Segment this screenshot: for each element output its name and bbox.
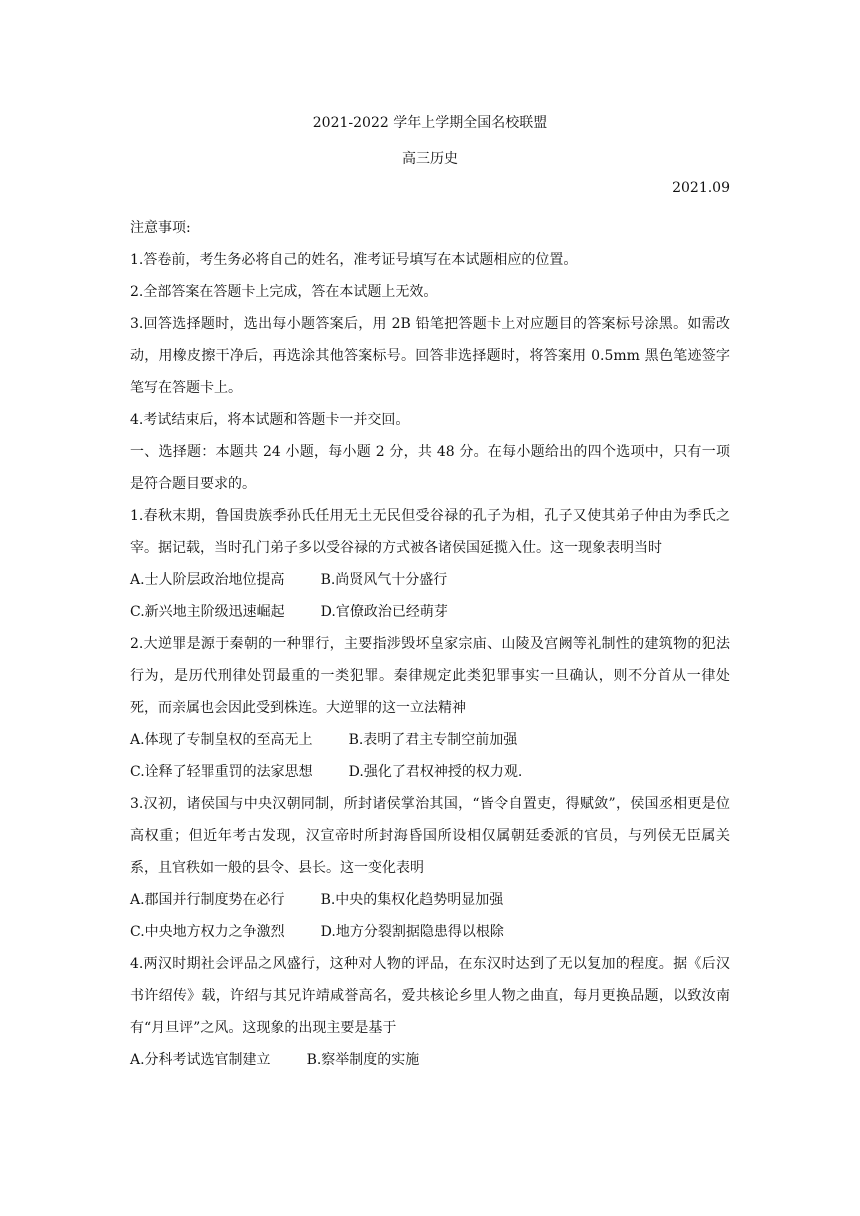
question-stem: 4.两汉时期社会评品之风盛行，这种对人物的评品，在东汉时达到了无以复加的程度。据《后汉书许绍传》载，许绍与其兄许靖咸誉高名，爱共核论乡里人物之曲直，每月更换品题，以致汝南有“月旦评”之风。这现象的出现主要是基于 [130,956,730,1036]
option-a: A.郡国并行制度势在必行 [130,892,285,908]
option-c: C.诠释了轻罪重罚的法家思想 [130,764,313,780]
option-d: D.强化了君权神授的权力观. [348,764,523,780]
option-d: D.地方分裂割据隐患得以根除 [320,924,504,940]
exam-date: 2021.09 [672,180,730,196]
option-a: A.士人阶层政治地位提高 [130,572,285,588]
option-a: A.分科考试选官制建立 [130,1052,271,1068]
notice-item: 4.考试结束后，将本试题和答题卡一并交回。 [130,412,410,428]
subject-title: 高三历史 [402,151,458,167]
option-row [130,916,730,948]
option-a: A.体现了专制皇权的至高无上 [130,732,313,748]
option-row [130,756,730,788]
option-row [130,596,730,628]
notice-item: 2.全部答案在答题卡上完成，答在本试题上无效。 [130,284,438,300]
option-row [130,564,730,596]
option-b: B.中央的集权化趋势明显加强 [320,892,504,908]
option-b: B.尚贤风气十分盛行 [320,572,448,588]
option-b: B.察举制度的实施 [306,1052,420,1068]
option-row [130,884,730,916]
option-c: C.新兴地主阶级迅速崛起 [130,604,285,620]
option-d: D.官僚政治已经萌芽 [320,604,448,620]
exam-body [130,212,730,1076]
option-row [130,1044,730,1076]
question-stem: 2.大逆罪是源于秦朝的一种罪行，主要指涉毁坏皇家宗庙、山陵及宫阙等礼制性的建筑物的犯法行为，是历代刑律处罚最重的一类犯罪。秦律规定此类犯罪事实一旦确认，则不分首从一律处死，而亲属也会因此受到株连。大逆罪的这一立法精神 [130,636,730,716]
option-row [130,724,730,756]
question-stem: 3.汉初，诸侯国与中央汉朝同制，所封诸侯掌治其国，“皆令自置吏，得赋敛”，侯国丞相更是位高权重；但近年考古发现，汉宣帝时所封海昏国所设相仅属朝廷委派的官员，与列侯无臣属关系，且官秩如一般的县令、县长。这一变化表明 [130,796,730,876]
option-c: C.中央地方权力之争激烈 [130,924,285,940]
question-stem: 1.春秋末期，鲁国贵族季孙氏任用无土无民但受谷禄的孔子为相，孔子又使其弟子仲由为季氏之宰。据记载，当时孔门弟子多以受谷禄的方式被各诸侯国延揽入仕。这一现象表明当时 [130,508,730,556]
notice-item: 1.答卷前，考生务必将自己的姓名，准考证号填写在本试题相应的位置。 [130,252,578,268]
section-intro: 一、选择题：本题共 24 小题，每小题 2 分，共 48 分。在每小题给出的四个选项中，只有一项是符合题目要求的。 [130,444,730,492]
notice-heading: 注意事项: [130,220,191,236]
exam-title: 2021-2022 学年上学期全国名校联盟 [312,115,548,131]
notice-item: 3.回答选择题时，选出每小题答案后，用 2B 铅笔把答题卡上对应题目的答案标号涂黑。如需改动，用橡皮擦干净后，再选涂其他答案标号。回答非选择题时，将答案用 0.5mm 黑色笔迹签字笔写在答题卡上。 [130,316,730,396]
option-b: B.表明了君主专制空前加强 [348,732,518,748]
